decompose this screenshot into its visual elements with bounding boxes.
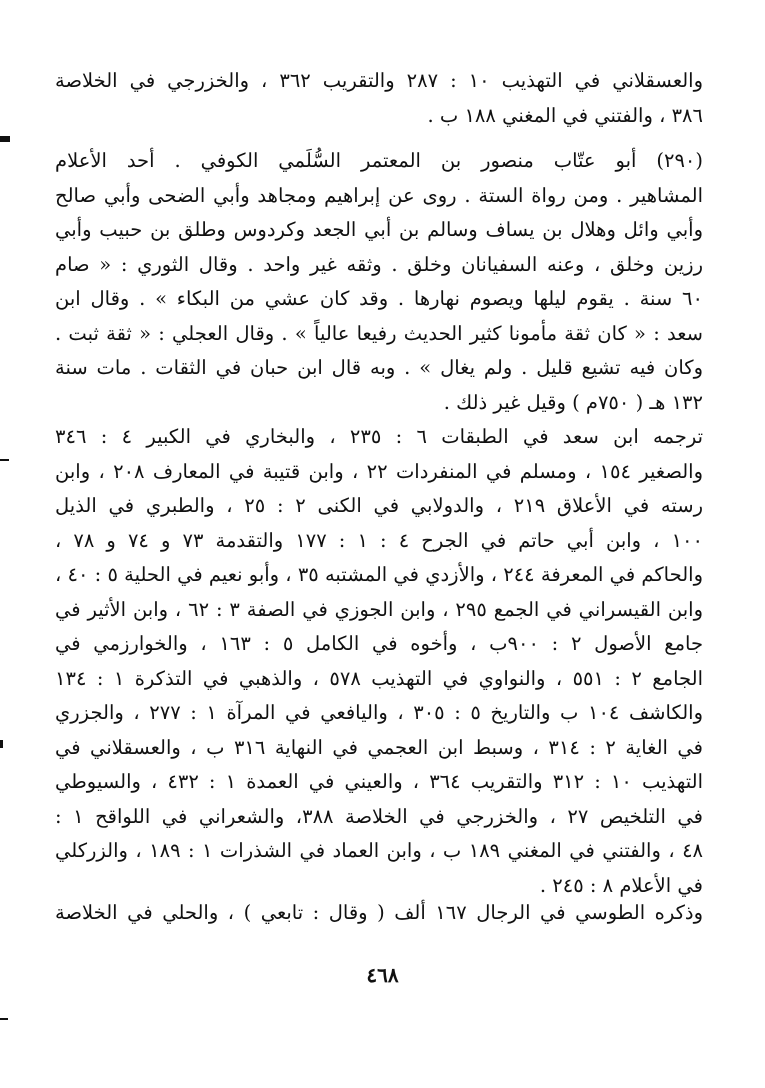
text-line: الجامع ٢ : ٥٥١ ، والنواوي في التهذيب ٥٧٨ ، والذهبي في التذكرة ١ : ١٣٤ — [55, 666, 703, 690]
biography-entry-290 — [55, 144, 703, 420]
text-line: المشاهير . ومن رواة الستة . روى عن إبراهيم ومجاهد وأبي الضحى وأبي صالح — [55, 183, 703, 207]
text-line: وابن القيسراني في الجمع ٢٩٥ ، وابن الجوزي في الصفة ٣ : ٦٢ ، وابن الأثير في — [55, 597, 703, 621]
text-line: في الأعلام ٨ : ٢٤٥ . — [539, 873, 703, 897]
margin-mark — [0, 1018, 8, 1020]
text-line: ١٣٢ هـ ( ٧٥٠م ) وقيل غير ذلك . — [443, 390, 703, 414]
text-line: وأبي وائل وهلال بن يساف وسالم بن أبي الجعد وكردوس وطلق بن حبيب وأبي — [55, 218, 703, 241]
previous-entry-continuation — [55, 64, 703, 133]
text-line: في الغاية ٢ : ٣١٤ ، وسبط ابن العجمي في النهاية ٣١٦ ب ، والعسقلاني في — [55, 735, 703, 759]
references-paragraph — [55, 420, 703, 903]
margin-mark — [0, 740, 3, 748]
text-line: وكان فيه تشيع قليل . ولم يغال » . وبه قال ابن حبان في الثقات . مات سنة — [55, 356, 703, 379]
page-number: ٤٦٨ — [366, 963, 399, 987]
text-line: التهذيب ١٠ : ٣١٢ والتقريب ٣٦٤ ، والعيني في العمدة ١ : ٤٣٢ ، والسيوطي — [55, 770, 703, 793]
margin-mark — [0, 459, 9, 461]
mentions-paragraph — [55, 896, 703, 931]
text-line: في التلخيص ٢٧ ، والخزرجي في الخلاصة ٣٨٨، والشعراني في اللواقح ١ : — [55, 804, 703, 828]
text-line: ٤٨ ، والفتني في المغني ١٨٩ ب ، وابن العماد في الشذرات ١ : ١٨٩ ، والزركلي — [55, 839, 703, 862]
margin-mark — [0, 136, 10, 142]
text-line: ٦٠ سنة . يقوم ليلها ويصوم نهارها . وقد كان عشي من البكاء » . وقال ابن — [55, 287, 703, 310]
text-line: ترجمه ابن سعد في الطبقات ٦ : ٢٣٥ ، والبخاري في الكبير ٤ : ٣٤٦ — [55, 425, 703, 448]
text-line: ١٠٠ ، وابن أبي حاتم في الجرح ٤ : ١ : ١٧٧ والتقدمة ٧٣ و ٧٤ و ٧٨ ، — [55, 528, 703, 552]
text-line: ٣٨٦ ، والفتني في المغني ١٨٨ ب . — [427, 103, 703, 127]
text-line: (٢٩٠) أبو عتّاب منصور بن المعتمر السُّلَمي الكوفي . أحد الأعلام — [55, 149, 703, 172]
text-line: والعسقلاني في التهذيب ١٠ : ٢٨٧ والتقريب ٣٦٢ ، والخزرجي في الخلاصة — [55, 69, 703, 92]
text-line: والحاكم في المعرفة ٢٤٤ ، والأزدي في المشتبه ٣٥ ، وأبو نعيم في الحلية ٥ : ٤٠ ، — [55, 563, 703, 586]
text-line: رسته في الأعلاق ٢١٩ ، والدولابي في الكنى ٢ : ٢٥ ، والطبري في الذيل — [55, 494, 703, 517]
text-line: والصغير ١٥٤ ، ومسلم في المنفردات ٢٢ ، وابن قتيبة في المعارف ٢٠٨ ، وابن — [55, 459, 703, 483]
text-line: رزين وخلق ، وعنه السفيانان وخلق . وثقه غير واحد . وقال الثوري : « صام — [55, 252, 703, 276]
text-line: سعد : « كان ثقة مأمونا كثير الحديث رفيعا عالياً » . وقال العجلي : « ثقة ثبت . — [55, 321, 703, 345]
text-line: وذكره الطوسي في الرجال ١٦٧ ألف ( وقال : تابعي ) ، والحلي في الخلاصة — [55, 901, 703, 924]
text-line: والكاشف ١٠٤ ب والتاريخ ٥ : ٣٠٥ ، واليافعي في المرآة ١ : ٢٧٧ ، والجزري — [55, 701, 703, 724]
text-line: جامع الأصول ٢ : ٩٠٠ب ، وأخوه في الكامل ٥ : ١٦٣ ، والخوارزمي في — [55, 632, 703, 655]
